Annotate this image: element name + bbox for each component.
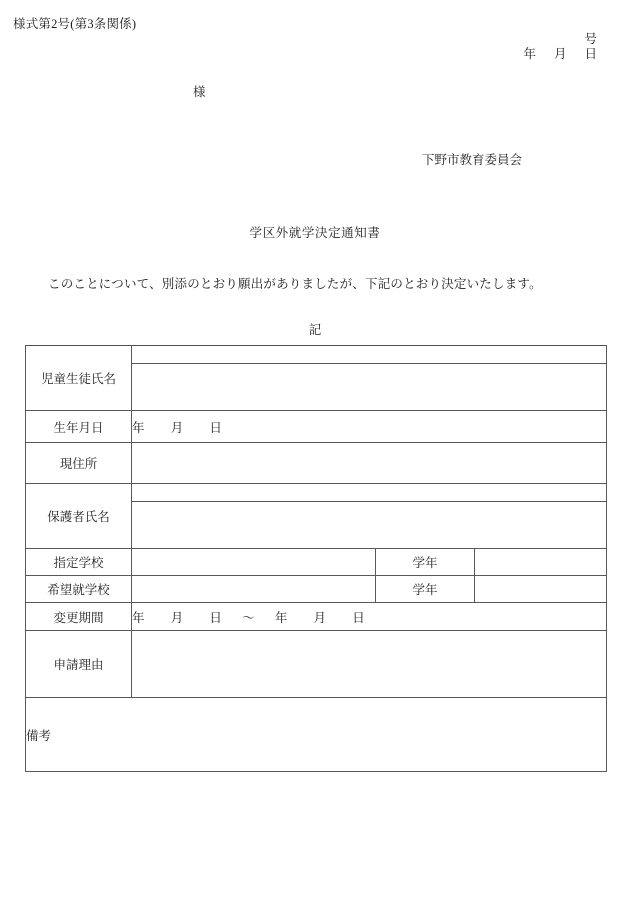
change-period-field[interactable] [132, 603, 607, 631]
table-row-desired-school [26, 576, 607, 603]
ki-marker: 記 [308, 323, 322, 337]
issuer-name: 下野市教育委員会 [422, 153, 523, 167]
designated-school-label: 指定学校 [26, 549, 132, 576]
birthdate-field[interactable] [132, 411, 607, 443]
designated-school-grade-field[interactable] [475, 549, 607, 576]
guardian-name-label: 保護者氏名 [26, 484, 132, 549]
period-from-month-label: 月 [170, 610, 184, 625]
student-name-furigana-field[interactable] [132, 346, 606, 364]
addressee-honorific: 様 [193, 85, 206, 99]
table-row-designated-school [26, 549, 607, 576]
birthdate-year-label: 年 [132, 420, 145, 435]
table-row-reason [26, 631, 607, 698]
period-to-year-label: 年 [274, 610, 288, 625]
form-number: 様式第2号(第3条関係) [13, 17, 137, 31]
period-to-day-label: 日 [352, 610, 365, 625]
address-field[interactable] [132, 443, 607, 484]
document-title: 学区外就学決定通知書 [249, 226, 381, 240]
table-row-change-period [26, 603, 607, 631]
table-row-birthdate [26, 411, 607, 443]
period-to-month-label: 月 [313, 610, 327, 625]
table-row-address [26, 443, 607, 484]
reason-label: 申請理由 [26, 631, 132, 698]
desired-school-grade-field[interactable] [475, 576, 607, 603]
change-period-label: 変更期間 [26, 603, 132, 631]
period-from-year-label: 年 [132, 610, 145, 625]
period-from-day-label: 日 [209, 610, 223, 625]
guardian-name-furigana-field[interactable] [132, 484, 606, 502]
student-name-label: 児童生徒氏名 [26, 346, 132, 411]
birthdate-month-label: 月 [170, 420, 184, 435]
table-row-student-name [26, 346, 607, 411]
desired-school-label: 希望就学校 [26, 576, 132, 603]
date-day-label: 日 [584, 47, 597, 61]
desired-school-field[interactable] [132, 576, 376, 603]
guardian-name-field[interactable] [132, 502, 606, 548]
birthdate-day-label: 日 [209, 420, 223, 435]
student-name-value-cell[interactable] [132, 346, 607, 411]
document-number-label: 号 [584, 32, 597, 46]
application-details-table [25, 345, 607, 772]
birthdate-label: 生年月日 [26, 411, 132, 443]
remarks-cell[interactable] [26, 698, 607, 772]
guardian-name-value-cell[interactable] [132, 484, 607, 549]
date-year-label: 年 [523, 47, 536, 61]
desired-school-grade-label: 学年 [376, 576, 475, 603]
date-month-label: 月 [553, 47, 567, 61]
period-separator: ～ [242, 610, 255, 625]
designated-school-grade-label: 学年 [376, 549, 475, 576]
remarks-label: 備考 [26, 728, 52, 743]
table-row-remarks [26, 698, 607, 772]
body-paragraph: このことについて、別添のとおり願出がありましたが、下記のとおり決定いたします。 [48, 277, 542, 291]
table-row-guardian-name [26, 484, 607, 549]
student-name-field[interactable] [132, 364, 606, 410]
designated-school-field[interactable] [132, 549, 376, 576]
document-date-line [523, 44, 597, 62]
address-label: 現住所 [26, 443, 132, 484]
reason-field[interactable] [132, 631, 607, 698]
